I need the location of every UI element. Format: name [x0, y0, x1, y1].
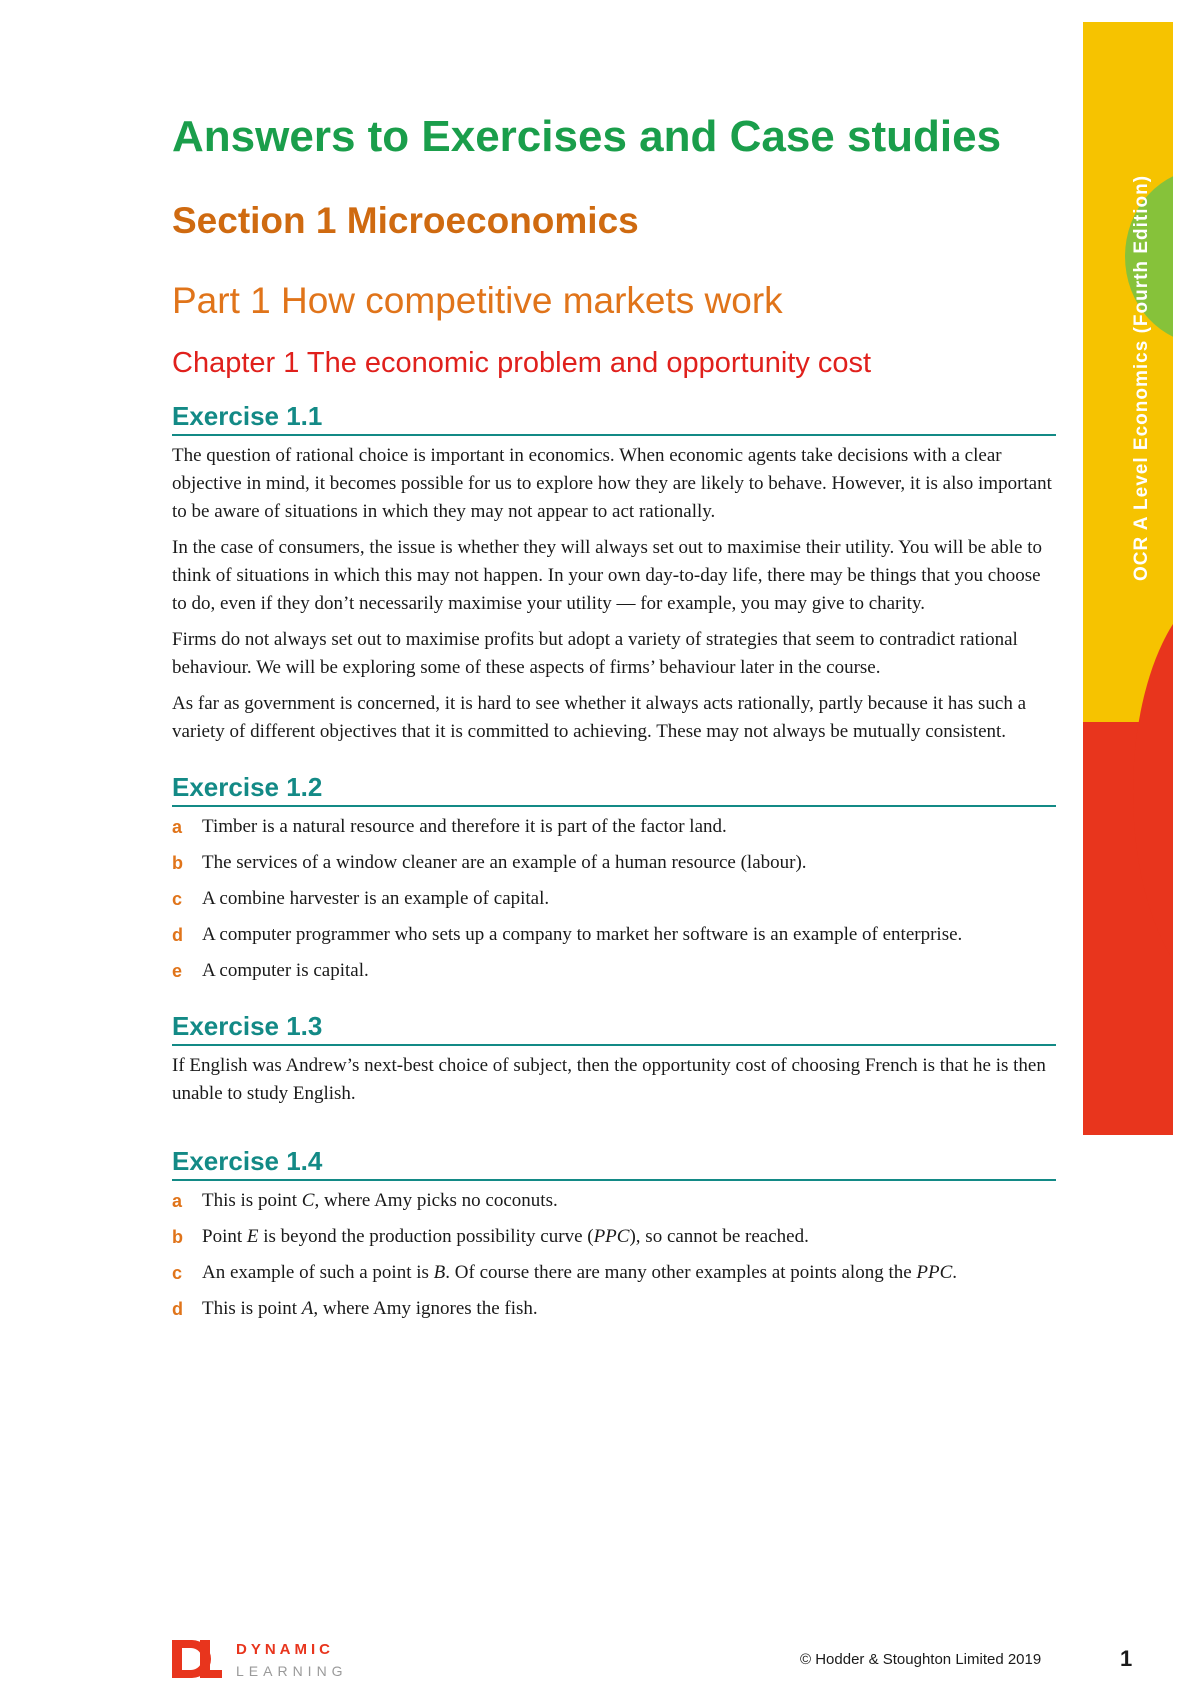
- item-emphasis: PPC: [916, 1262, 953, 1283]
- logo-bottom-text: LEARNING: [236, 1663, 348, 1679]
- list-item: [172, 813, 1056, 841]
- sidebar-band: [1083, 22, 1173, 1135]
- exercise-1-1: [172, 401, 1056, 746]
- list-item: [172, 1223, 1056, 1251]
- item-text: , where Amy picks no coconuts.: [314, 1190, 558, 1211]
- item-label: e: [172, 961, 183, 981]
- item-text: A computer programmer who sets up a company to market her software is an example of enterprise.: [202, 924, 963, 945]
- item-emphasis: PPC: [593, 1226, 630, 1247]
- item-text: This is point: [202, 1190, 302, 1211]
- list-item: [172, 1295, 1056, 1323]
- item-label: c: [172, 1263, 183, 1283]
- item-text: ), so cannot be reached.: [629, 1226, 809, 1247]
- item-text: A computer is capital.: [202, 960, 369, 981]
- list-item: [172, 849, 1056, 877]
- logo-l-mark: [200, 1640, 222, 1678]
- page-title: Answers to Exercises and Case studies: [172, 112, 1002, 161]
- logo-top-text: DYNAMIC: [236, 1641, 334, 1658]
- item-label: b: [172, 853, 183, 873]
- item-emphasis: E: [246, 1226, 259, 1247]
- item-text: A combine harvester is an example of capital.: [202, 888, 550, 909]
- item-text: Point: [202, 1226, 247, 1247]
- item-text: This is point: [202, 1298, 302, 1319]
- item-label: b: [172, 1227, 183, 1247]
- list-item: [172, 1259, 1056, 1287]
- list-item: [172, 885, 1056, 913]
- item-text: is beyond the production possibility curve (: [258, 1226, 594, 1247]
- sidebar-yellow-block: [1083, 22, 1173, 722]
- exercise-heading: Exercise 1.1: [172, 401, 1056, 436]
- answer-list: [172, 1187, 1056, 1323]
- item-label: a: [172, 817, 183, 837]
- sidebar-title: OCR A Level Economics (Fourth Edition): [1131, 174, 1152, 582]
- item-label: d: [172, 925, 183, 945]
- list-item: [172, 921, 1056, 949]
- item-text: .: [952, 1262, 958, 1283]
- paragraph: The question of rational choice is important in economics. When economic agents take decisions with a clear objective in mind, it becomes possible for us to explore how they are likely to behave. However, it is also important to be aware of situations in which they may not appear to act rationally.: [172, 445, 1052, 522]
- item-emphasis: A: [301, 1298, 314, 1319]
- item-text: An example of such a point is: [202, 1262, 434, 1283]
- exercise-1-3: [172, 1011, 1056, 1108]
- item-text: . Of course there are many other examples at points along the: [445, 1262, 917, 1283]
- main-content: [172, 108, 1056, 1323]
- item-emphasis: B: [433, 1262, 446, 1283]
- copyright-text: © Hodder & Stoughton Limited 2019: [800, 1651, 1042, 1668]
- chapter-heading: Chapter 1 The economic problem and opportunity cost: [172, 347, 872, 379]
- paragraph: In the case of consumers, the issue is whether they will always set out to maximise their utility. You will be able to think of situations in which this may not happen. In your own day-to-day life, there may be things that you choose to do, even if they don’t necessarily maximise your utility — for example, you may give to charity.: [172, 537, 1042, 614]
- item-text: Timber is a natural resource and therefore it is part of the factor land.: [202, 816, 727, 837]
- answer-list: [172, 813, 1056, 985]
- item-label: c: [172, 889, 183, 909]
- paragraph: If English was Andrew’s next-best choice of subject, then the opportunity cost of choosing French is that he is then unable to study English.: [172, 1055, 1046, 1104]
- list-item: [172, 957, 1056, 985]
- exercise-1-2: [172, 772, 1056, 985]
- item-text: , where Amy ignores the fish.: [313, 1298, 538, 1319]
- exercise-heading: Exercise 1.2: [172, 772, 1056, 807]
- paragraph: Firms do not always set out to maximise profits but adopt a variety of strategies that seem to contradict rational behaviour. We will be exploring some of these aspects of firms’ behaviour later in the course.: [172, 629, 1018, 678]
- exercise-heading: Exercise 1.3: [172, 1011, 1056, 1046]
- part-heading: Part 1 How competitive markets work: [172, 280, 783, 321]
- item-text: The services of a window cleaner are an example of a human resource (labour).: [202, 852, 807, 873]
- paragraph: As far as government is concerned, it is hard to see whether it always acts rationally, partly because it has such a variety of different objectives that it is committed to achieving. These may not always be mutually consistent.: [172, 693, 1027, 742]
- item-label: a: [172, 1191, 183, 1211]
- dynamic-learning-logo: [170, 1636, 360, 1682]
- exercise-heading: Exercise 1.4: [172, 1146, 1056, 1181]
- item-label: d: [172, 1299, 183, 1319]
- exercise-1-4: [172, 1146, 1056, 1323]
- section-heading: Section 1 Microeconomics: [172, 200, 639, 241]
- page-number: 1: [1120, 1646, 1133, 1671]
- list-item: [172, 1187, 1056, 1215]
- item-emphasis: C: [301, 1190, 315, 1211]
